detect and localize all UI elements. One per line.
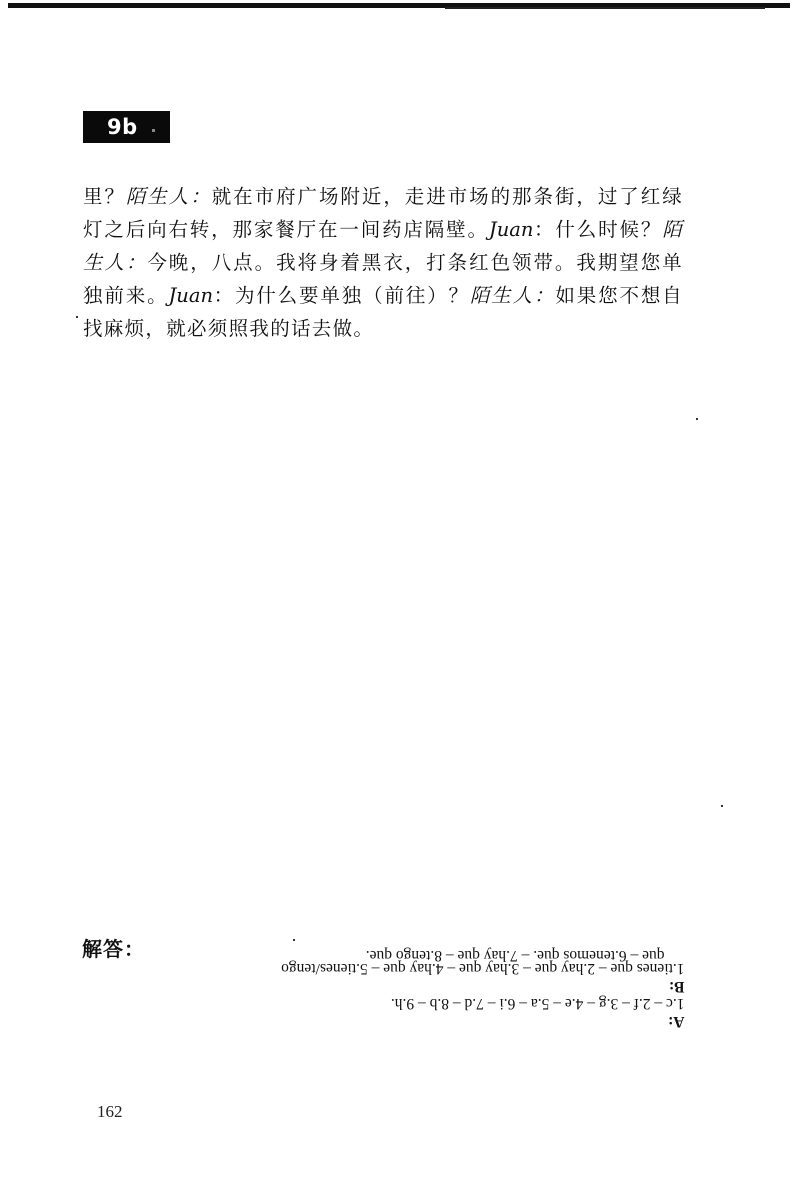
top-page-rule-tail: [445, 7, 765, 9]
scan-speck: [293, 939, 295, 941]
scan-speck: [152, 129, 155, 132]
speaker-label: 陌生人：: [469, 284, 556, 307]
dialogue-text: 就在市府广场附近，走进市场的那条街，过了红绿灯之后向右转，那家餐厅在一间药店隔壁。: [83, 185, 683, 241]
speaker-name-juan: Juan: [168, 284, 214, 307]
scan-speck: [721, 805, 723, 807]
dialogue-text: 今晚，八点。我将身着黑衣，打条红色领带。我期望您单独前来。: [83, 251, 683, 307]
speaker-label: 陌生人：: [125, 185, 212, 208]
dialogue-text: ：什么时候？: [533, 218, 663, 241]
section-tag: [83, 111, 170, 143]
answer-b-text-1: 1.tienes que – 2.hay que – 3.hay que – 4.hay que – 5.tienes/tengo: [281, 960, 685, 977]
answers-heading: 解答：: [82, 937, 145, 961]
speaker-label: 陌生人：: [83, 218, 683, 274]
scan-speck: [76, 316, 78, 318]
dialogue-text: 里？: [83, 185, 126, 208]
answer-b-label: B:: [669, 978, 685, 995]
scan-speck: [696, 418, 698, 420]
dialogue-paragraph: [83, 180, 683, 345]
answer-a-text: 1.c – 2.f – 3.g – 4.e – 5.a – 6.i – 7.d – 8.b – 9.h.: [390, 995, 685, 1012]
dialogue-text: ：为什么要单独（前往）？: [213, 284, 470, 307]
answer-b-line-2: [366, 928, 680, 982]
dialogue-text: 如果您不想自找麻烦，就必须照我的话去做。: [83, 284, 683, 340]
page-number: 162: [97, 1102, 123, 1121]
speaker-name-juan: Juan: [488, 218, 534, 241]
section-tag-label: 9b: [107, 115, 138, 139]
answer-a-label: A:: [668, 1013, 685, 1030]
answer-b-text-2: que – 6.tenemos que. – 7.hay que – 8.tengo que.: [365, 947, 665, 964]
